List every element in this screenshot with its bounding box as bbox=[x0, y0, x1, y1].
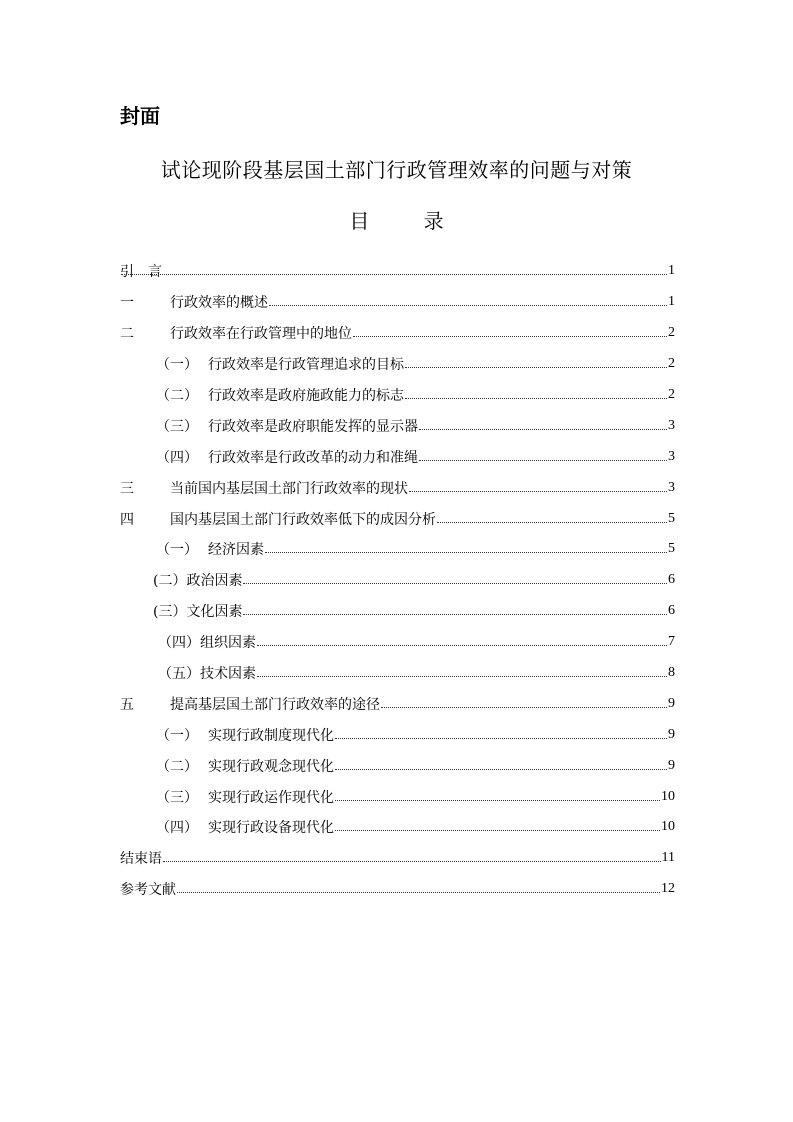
toc-dot-leader bbox=[335, 829, 660, 831]
toc-entry-page-number: 11 bbox=[661, 850, 675, 866]
toc-entry-title: 实现行政观念现代化 bbox=[208, 758, 334, 775]
toc-entry-number: 四 bbox=[120, 511, 134, 528]
toc-entry-number: 一 bbox=[120, 295, 134, 312]
toc-entry-page-number: 12 bbox=[661, 881, 675, 897]
toc-dot-leader bbox=[405, 397, 667, 399]
toc-entry-page-number: 2 bbox=[668, 387, 675, 402]
toc-entry[interactable] bbox=[120, 843, 675, 874]
cover-label: 封面 bbox=[120, 104, 160, 128]
toc-entry[interactable]: 引 言 1 bbox=[120, 263, 675, 281]
toc-entry-title: 行政效率的概述 bbox=[170, 295, 268, 312]
toc-entry[interactable] bbox=[120, 318, 675, 349]
toc-entry-title: 当前国内基层国土部门行政效率的现状 bbox=[170, 480, 408, 497]
toc-entry-page-number: 6 bbox=[668, 572, 675, 588]
toc-entry-title: 实现行政运作现代化 bbox=[208, 789, 334, 806]
toc-entry-number: （三） bbox=[156, 418, 198, 435]
toc-dot-leader bbox=[409, 490, 667, 492]
toc-entry[interactable] bbox=[120, 503, 675, 534]
toc-dot-leader bbox=[121, 273, 667, 275]
toc-dot-leader bbox=[381, 706, 667, 708]
toc-entry-title: 行政效率是政府施政能力的标志 bbox=[208, 388, 404, 404]
toc-entry[interactable] bbox=[120, 596, 675, 627]
toc-heading bbox=[120, 208, 673, 234]
toc-heading-char: 录 bbox=[423, 209, 444, 233]
toc-entry-number: (二） bbox=[153, 573, 187, 590]
toc-dot-leader bbox=[265, 551, 667, 553]
toc-entry-number: （二） bbox=[156, 388, 198, 404]
toc-entry-page-number: 5 bbox=[668, 510, 675, 526]
toc-entry-page-number: 3 bbox=[668, 448, 675, 464]
toc-dot-leader bbox=[243, 582, 667, 584]
toc-entry-page-number: 8 bbox=[668, 665, 675, 681]
toc-entry[interactable] bbox=[120, 472, 675, 503]
toc-dot-leader bbox=[269, 304, 667, 306]
toc-entry[interactable] bbox=[120, 627, 675, 658]
toc-entry-page-number: 9 bbox=[668, 726, 675, 742]
toc-entry-page-number: 5 bbox=[668, 541, 675, 557]
toc-entry-page-number: 3 bbox=[668, 417, 675, 433]
toc-entry-number: （四） bbox=[156, 449, 198, 466]
toc-entry-number: 三 bbox=[120, 480, 134, 497]
toc-entry-number: （五） bbox=[158, 666, 200, 683]
toc-entry-page-number: 10 bbox=[661, 819, 675, 835]
toc-entry-title: 经济因素 bbox=[208, 542, 264, 559]
toc-entry[interactable] bbox=[120, 750, 675, 781]
toc-entry[interactable] bbox=[120, 380, 675, 411]
toc-dot-leader bbox=[419, 459, 667, 461]
toc-entry-number: （四） bbox=[158, 635, 200, 652]
toc-entry[interactable] bbox=[120, 349, 675, 380]
toc-entry-title: 国内基层国土部门行政效率低下的成因分析 bbox=[170, 511, 436, 528]
toc-entry-title: 文化因素 bbox=[186, 604, 243, 621]
toc-entry-page-number: 7 bbox=[668, 634, 675, 650]
toc-entry[interactable] bbox=[120, 441, 675, 472]
toc-entry-title: 组织因素 bbox=[200, 635, 256, 652]
toc-entry-title: 行政效率是行政改革的动力和准绳 bbox=[208, 449, 418, 466]
toc-entry-number: （一） bbox=[156, 357, 198, 374]
toc-entry-title: 行政效率是行政管理追求的目标 bbox=[208, 357, 404, 374]
toc-entry-number: 二 bbox=[120, 326, 134, 343]
toc-entry-number: （四） bbox=[156, 820, 198, 837]
toc-entry-number: （一） bbox=[156, 727, 198, 744]
toc-dot-leader bbox=[335, 768, 667, 770]
toc-entry[interactable] bbox=[120, 781, 675, 812]
toc-entry[interactable] bbox=[120, 719, 675, 750]
toc-entry[interactable] bbox=[120, 658, 675, 689]
toc-entry-page-number: 6 bbox=[668, 603, 675, 619]
toc-dot-leader bbox=[335, 799, 660, 801]
toc-dot-leader bbox=[257, 675, 667, 677]
toc-entry-title: 结束语 bbox=[120, 851, 162, 868]
toc-dot-leader bbox=[177, 891, 660, 893]
toc-entry-page-number: 1 bbox=[668, 294, 675, 310]
toc-entry-title: 行政效率在行政管理中的地位 bbox=[170, 326, 352, 343]
toc-entry-page-number: 1 bbox=[668, 263, 675, 279]
toc-entry-number: （三） bbox=[156, 789, 198, 806]
toc-entry-title: 行政效率是政府职能发挥的显示器 bbox=[208, 418, 418, 435]
document-title: 试论现阶段基层国土部门行政管理效率的问题与对策 bbox=[160, 158, 633, 182]
toc-dot-leader bbox=[437, 521, 667, 523]
toc-entry[interactable] bbox=[120, 565, 675, 596]
toc-dot-leader bbox=[353, 335, 667, 337]
toc-entry-number: 五 bbox=[120, 696, 134, 713]
toc-entry-page-number: 2 bbox=[668, 356, 675, 372]
toc-entry[interactable] bbox=[120, 534, 675, 565]
toc-dot-leader bbox=[335, 737, 667, 739]
toc-entry[interactable] bbox=[120, 812, 675, 843]
toc-dot-leader bbox=[419, 428, 667, 430]
toc-entry-page-number: 3 bbox=[668, 479, 675, 495]
toc-entry[interactable] bbox=[120, 874, 675, 905]
toc-entry-page-number: 2 bbox=[668, 325, 675, 341]
toc-entry-page-number: 9 bbox=[668, 695, 675, 711]
toc-entry[interactable] bbox=[120, 410, 675, 441]
toc-entry-number: （二） bbox=[156, 758, 198, 775]
toc-dot-leader bbox=[163, 860, 661, 862]
toc-entry-number: (三） bbox=[153, 604, 187, 621]
toc-entry-number: （一） bbox=[156, 542, 198, 559]
toc-dot-leader bbox=[405, 366, 667, 368]
toc-entry[interactable] bbox=[120, 688, 675, 719]
toc-entry-title: 提高基层国土部门行政效率的途径 bbox=[170, 696, 380, 713]
toc-heading-char: 目 bbox=[349, 209, 370, 233]
toc-entry-page-number: 9 bbox=[668, 757, 675, 773]
toc-entry-title: 参考文献 bbox=[120, 882, 176, 899]
toc-entry-page-number: 10 bbox=[661, 788, 675, 804]
toc-entry-title: 政治因素 bbox=[186, 573, 243, 590]
toc-entry[interactable] bbox=[120, 287, 675, 318]
toc-dot-leader bbox=[243, 613, 667, 615]
toc-entry-title: 实现行政制度现代化 bbox=[208, 727, 334, 744]
toc-dot-leader bbox=[257, 644, 667, 646]
table-of-contents bbox=[120, 256, 675, 905]
toc-entry-title: 技术因素 bbox=[200, 666, 256, 683]
toc-entry-title: 实现行政设备现代化 bbox=[208, 820, 334, 837]
